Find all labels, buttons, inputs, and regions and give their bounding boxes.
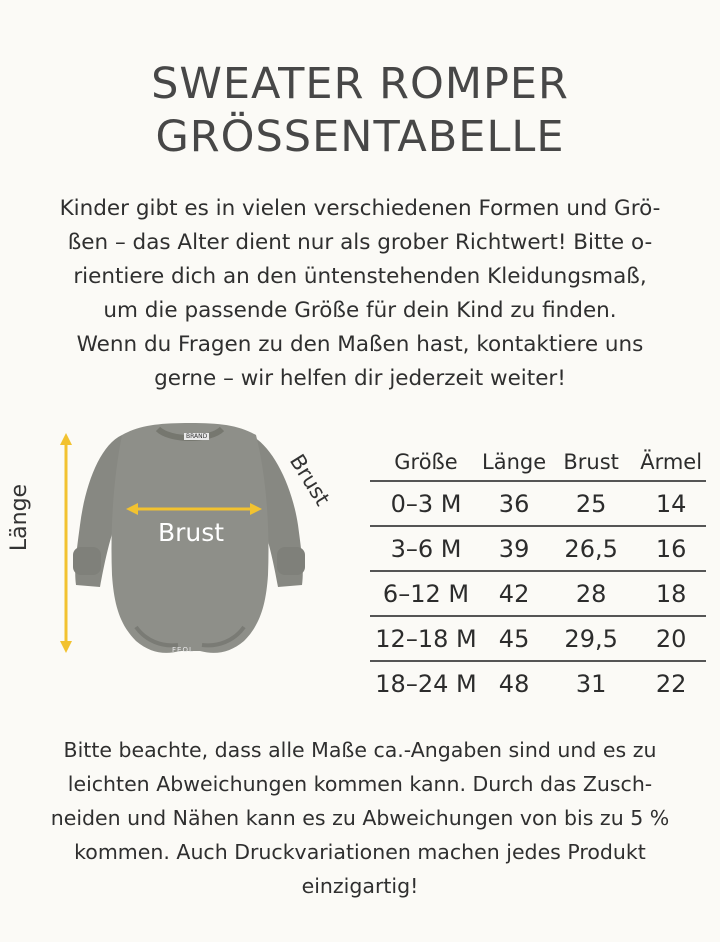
cell-sleeve: 20 <box>636 616 706 661</box>
disclaimer-paragraph <box>20 733 700 903</box>
header-chest: Brust <box>546 438 636 481</box>
cell-length: 36 <box>482 481 546 526</box>
cell-sleeve: 16 <box>636 526 706 571</box>
cell-size: 3–6 M <box>370 526 482 571</box>
header-length: Länge <box>482 438 546 481</box>
chest-center-label: Brust <box>158 518 225 547</box>
intro-line: ßen – das Alter dient nur als grober Richtwert! Bitte o- <box>67 230 653 255</box>
intro-line: um die passende Größe für dein Kind zu finden. <box>103 298 617 323</box>
length-arrow-head-top <box>60 433 72 445</box>
note-line: kommen. Auch Druckvariationen machen jedes Produkt <box>74 840 646 864</box>
note-line: leichten Abweichungen kommen kann. Durch das Zusch- <box>67 772 653 796</box>
cell-sleeve: 14 <box>636 481 706 526</box>
cell-chest: 31 <box>575 669 607 698</box>
left-cuff <box>73 547 101 575</box>
chest-side-label: Brust <box>284 450 335 510</box>
right-cuff <box>277 547 305 575</box>
title-line-1: SWEATER ROMPER <box>151 59 569 109</box>
length-label: Länge <box>7 483 33 552</box>
header-sleeve: Ärmel <box>636 438 706 481</box>
garment-tag: BRAND <box>186 433 208 440</box>
page-title <box>0 58 720 164</box>
cell-sleeve: 18 <box>636 571 706 616</box>
cell-length: 42 <box>482 571 546 616</box>
header-size: Größe <box>370 438 482 481</box>
length-arrow-head-bottom <box>60 641 72 653</box>
cell-chest: 29,5 <box>546 616 636 661</box>
title-line-2: GRÖSSENTABELLE <box>155 112 565 162</box>
cell-size: 6–12 M <box>370 571 482 616</box>
cell-length: 45 <box>482 616 546 661</box>
cell-chest: 25 <box>546 481 636 526</box>
size-table <box>370 438 706 705</box>
cell-sleeve: 22 <box>655 669 687 698</box>
note-line: neiden und Nähen kann es zu Abweichungen von bis zu 5 % <box>50 806 670 830</box>
intro-line: Kinder gibt es in vielen verschiedenen Formen und Grö- <box>59 196 661 221</box>
cell-chest: 26,5 <box>546 526 636 571</box>
table-row <box>370 616 706 661</box>
cell-length: 48 <box>498 669 530 698</box>
hem-label: FEOL <box>172 646 194 654</box>
intro-line: gerne – wir helfen dir jederzeit weiter! <box>154 366 566 391</box>
cell-length: 39 <box>482 526 546 571</box>
cell-size: 18–24 M <box>375 669 477 698</box>
table-row <box>370 661 706 705</box>
intro-paragraph <box>30 192 690 396</box>
table-row <box>370 481 706 526</box>
intro-line: Wenn du Fragen zu den Maßen hast, kontaktiere uns <box>76 332 644 357</box>
cell-size: 12–18 M <box>370 616 482 661</box>
table-header-row <box>370 438 706 481</box>
cell-chest: 28 <box>546 571 636 616</box>
note-line: einzigartig! <box>301 874 419 898</box>
table-row <box>370 526 706 571</box>
cell-size: 0–3 M <box>370 481 482 526</box>
table-row <box>370 571 706 616</box>
intro-line: rientiere dich an den üntenstehenden Kleidungsmaß, <box>73 264 647 289</box>
note-line: Bitte beachte, dass alle Maße ca.-Angaben sind und es zu <box>63 738 657 762</box>
